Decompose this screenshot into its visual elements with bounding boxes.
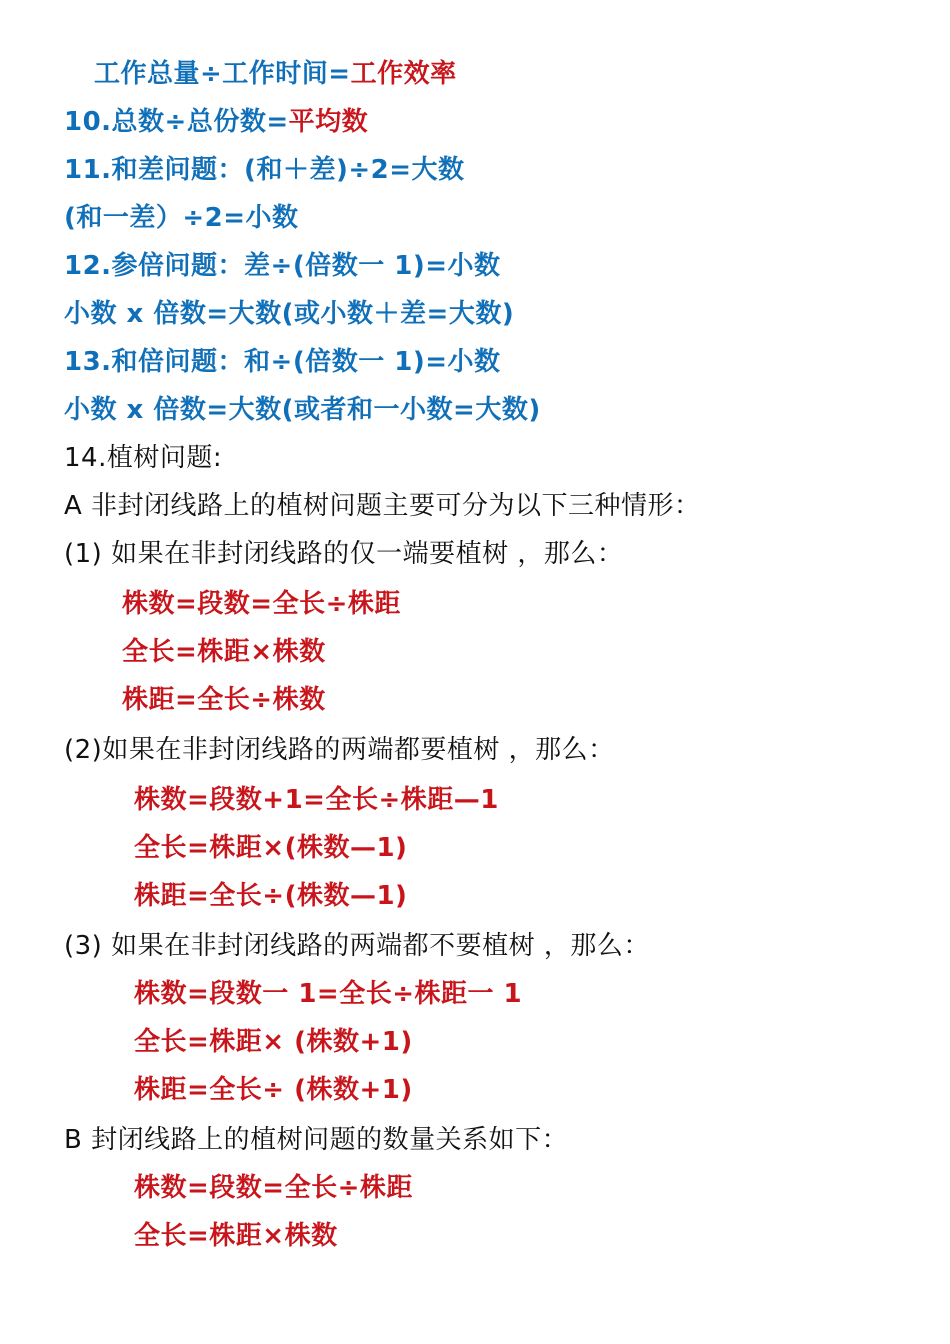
case-2-formula-length: 全长=株距×(株数—1) bbox=[134, 833, 408, 863]
sum-multiple-small: 13.和倍问题：和÷(倍数一 1)=小数 bbox=[64, 347, 501, 377]
closed-formula-length: 全长=株距×株数 bbox=[134, 1221, 338, 1251]
sum-difference-large: 11.和差问题：(和＋差)÷2=大数 bbox=[64, 155, 465, 185]
case-2-heading: (2)如果在非封闭线路的两端都要植树 ，那么： bbox=[64, 735, 615, 765]
case-2-formula-spacing: 株距=全长÷(株数—1) bbox=[134, 881, 408, 911]
formula-result: 平均数 bbox=[288, 107, 369, 137]
difference-multiple-large: 小数 x 倍数=大数(或小数＋差=大数) bbox=[64, 299, 515, 329]
formula-result: 工作效率 bbox=[350, 59, 457, 89]
closed-formula-count: 株数=段数=全长÷株距 bbox=[134, 1173, 413, 1203]
sum-multiple-large: 小数 x 倍数=大数(或者和一小数=大数) bbox=[64, 395, 541, 425]
case-3-formula-count: 株数=段数一 1=全长÷株距一 1 bbox=[134, 979, 523, 1009]
tree-planting-heading: 14.植树问题: bbox=[64, 443, 223, 473]
difference-multiple-small: 12.参倍问题：差÷(倍数一 1)=小数 bbox=[64, 251, 501, 281]
case-2-formula-count: 株数=段数+1=全长÷株距—1 bbox=[134, 785, 499, 815]
case-3-formula-length: 全长=株距× (株数+1) bbox=[134, 1027, 413, 1057]
formula-left: 工作总量÷工作时间= bbox=[94, 59, 351, 89]
section-a-heading: A 非封闭线路上的植树问题主要可分为以下三种情形： bbox=[64, 491, 701, 521]
formula-work-efficiency bbox=[94, 54, 457, 94]
case-1-formula-length: 全长=株距×株数 bbox=[122, 637, 326, 667]
case-1-formula-count: 株数=段数=全长÷株距 bbox=[122, 589, 401, 619]
formula-left: 10.总数÷总份数= bbox=[64, 107, 289, 137]
case-1-heading: (1) 如果在非封闭线路的仅一端要植树 ，那么： bbox=[64, 539, 624, 569]
section-b-heading: B 封闭线路上的植树问题的数量关系如下： bbox=[64, 1125, 569, 1155]
sum-difference-small: (和一差）÷2=小数 bbox=[64, 203, 299, 233]
case-1-formula-spacing: 株距=全长÷株数 bbox=[122, 685, 326, 715]
case-3-formula-spacing: 株距=全长÷ (株数+1) bbox=[134, 1075, 413, 1105]
formula-average bbox=[64, 102, 368, 142]
case-3-heading: (3) 如果在非封闭线路的两端都不要植树 ，那么： bbox=[64, 931, 650, 961]
